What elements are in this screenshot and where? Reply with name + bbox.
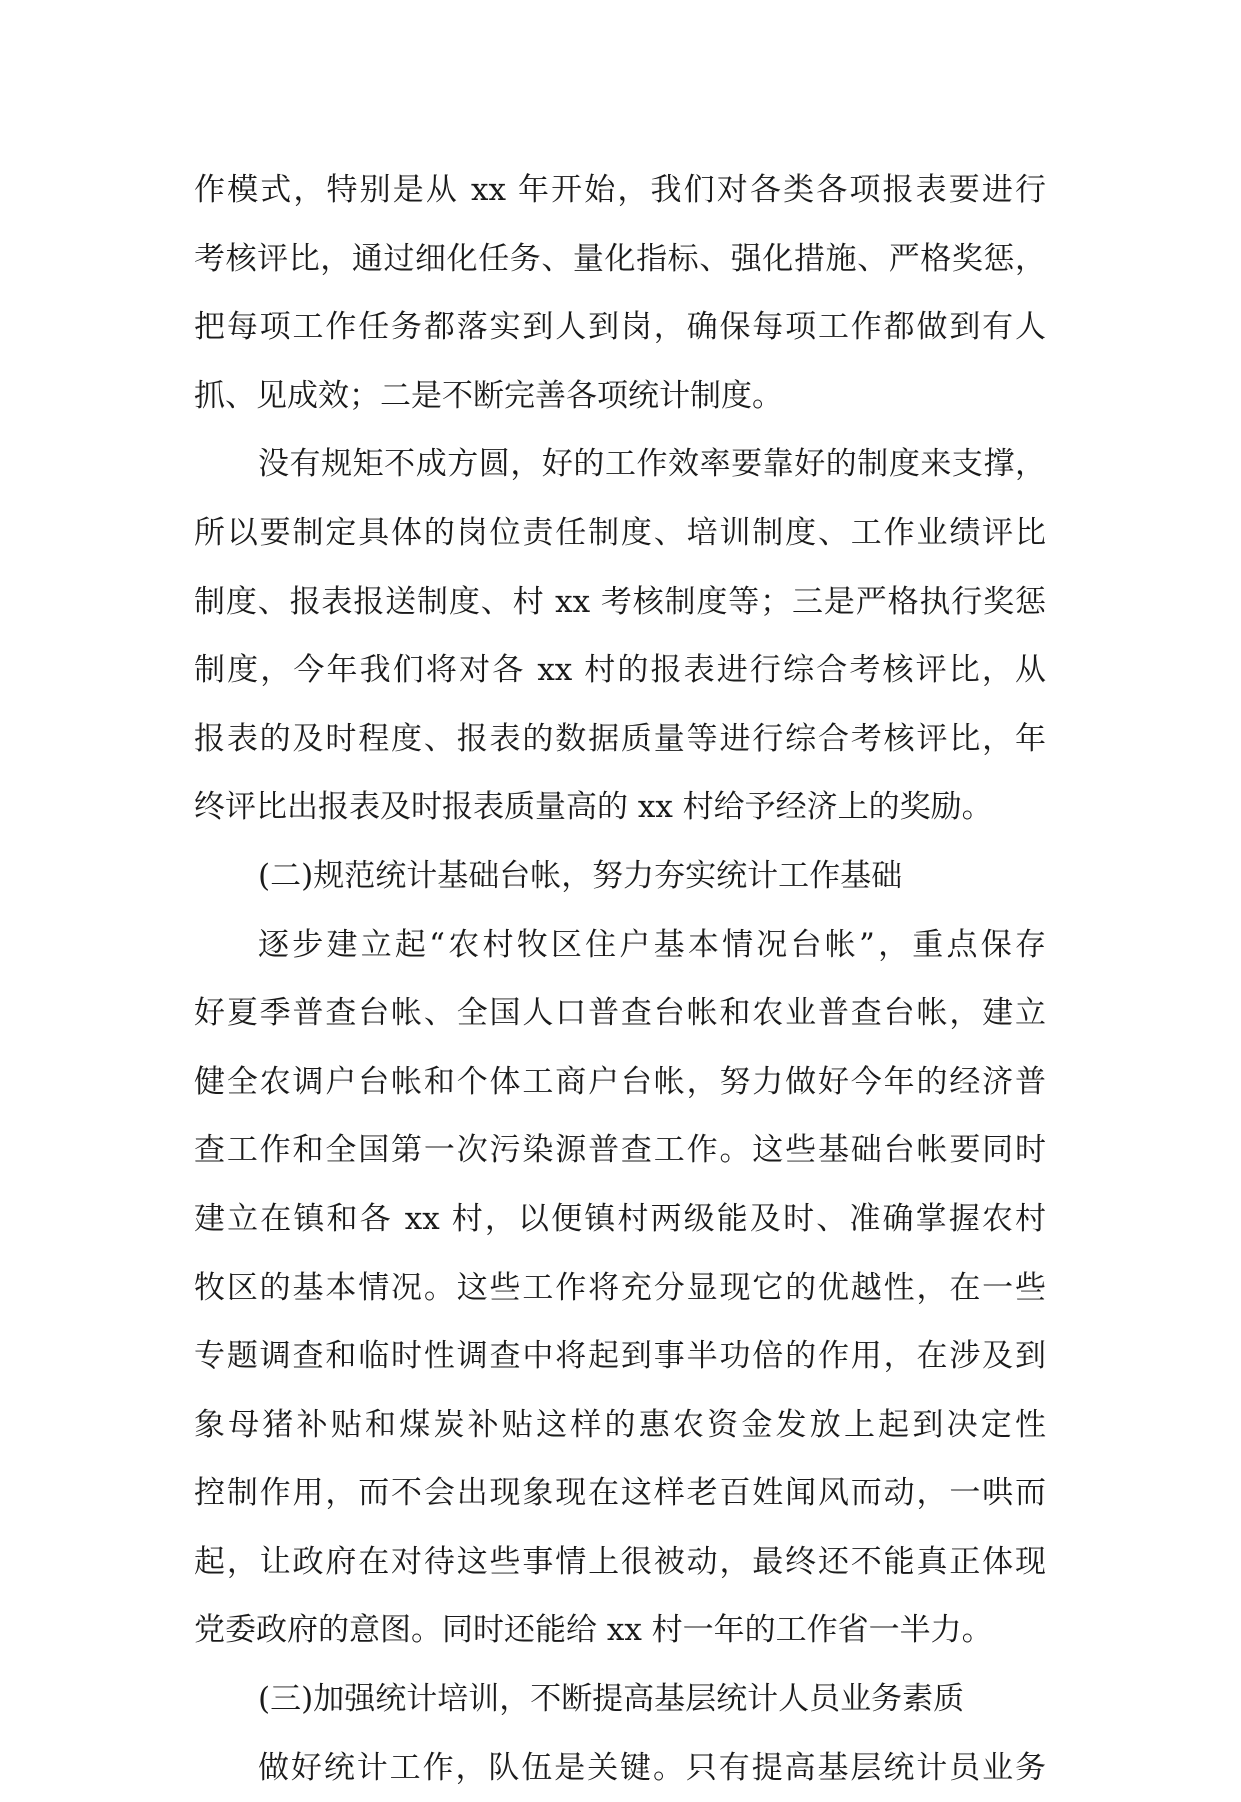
text-line: 起，让政府在对待这些事情上很被动，最终还不能真正体现 bbox=[194, 1543, 1046, 1580]
text-line: 抓、见成效；二是不断完善各项统计制度。 bbox=[194, 377, 783, 414]
text-line: 做好统计工作，队伍是关键。只有提高基层统计员业务 bbox=[258, 1749, 1046, 1786]
text-line: 没有规矩不成方圆，好的工作效率要靠好的制度来支撑， bbox=[258, 446, 1046, 483]
text-line: 专题调查和临时性调查中将起到事半功倍的作用，在涉及到 bbox=[194, 1338, 1046, 1375]
text-line: 作模式，特别是从 xx 年开始，我们对各类各项报表要进行 bbox=[194, 172, 1046, 208]
text-line: 健全农调户台帐和个体工商户台帐，努力做好今年的经济普 bbox=[194, 1063, 1046, 1100]
text-line: 好夏季普查台帐、全国人口普查台帐和农业普查台帐，建立 bbox=[194, 995, 1046, 1032]
text-line: 建立在镇和各 xx 村，以便镇村两级能及时、准确掌握农村 bbox=[194, 1200, 1046, 1237]
section-heading: (三)加强统计培训，不断提高基层统计人员业务素质 bbox=[258, 1681, 965, 1718]
text-line: 考核评比，通过细化任务、量化指标、强化措施、严格奖惩， bbox=[194, 240, 1046, 277]
text-line: 所以要制定具体的岗位责任制度、培训制度、工作业绩评比 bbox=[194, 514, 1046, 551]
text-line: 制度、报表报送制度、村 xx 考核制度等；三是严格执行奖惩 bbox=[194, 583, 1046, 620]
text-line: 报表的及时程度、报表的数据质量等进行综合考核评比，年 bbox=[194, 720, 1046, 757]
text-line: 象母猪补贴和煤炭补贴这样的惠农资金发放上起到决定性 bbox=[194, 1406, 1046, 1443]
text-line: 终评比出报表及时报表质量高的 xx 村给予经济上的奖励。 bbox=[194, 789, 993, 826]
document-body bbox=[194, 156, 1046, 1802]
text-line: 控制作用，而不会出现象现在这样老百姓闻风而动，一哄而 bbox=[194, 1475, 1046, 1512]
text-line: 逐步建立起“农村牧区住户基本情况台帐”，重点保存 bbox=[258, 926, 1046, 963]
section-heading: (二)规范统计基础台帐，努力夯实统计工作基础 bbox=[258, 857, 903, 894]
text-line: 制度，今年我们将对各 xx 村的报表进行综合考核评比，从 bbox=[194, 652, 1046, 689]
text-line: 党委政府的意图。同时还能给 xx 村一年的工作省一半力。 bbox=[194, 1612, 993, 1649]
text-line: 把每项工作任务都落实到人到岗，确保每项工作都做到有人 bbox=[194, 309, 1046, 346]
text-line: 查工作和全国第一次污染源普查工作。这些基础台帐要同时 bbox=[194, 1132, 1046, 1169]
text-line: 牧区的基本情况。这些工作将充分显现它的优越性，在一些 bbox=[194, 1269, 1046, 1306]
